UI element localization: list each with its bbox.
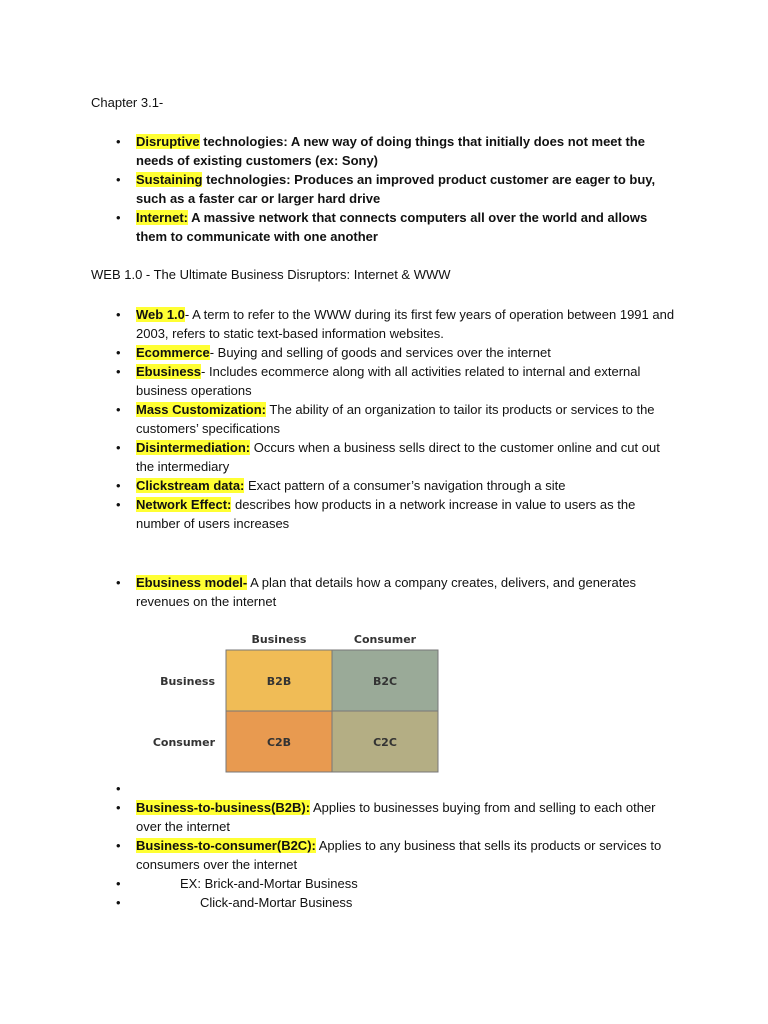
term-highlight: Ebusiness: [136, 364, 202, 379]
cell-b2c-label: B2C: [372, 675, 398, 688]
list-item: [0, 495, 676, 533]
bullet-icon: •: [116, 876, 121, 891]
definition-text: Applies to any business that sells its products or services to consumers over the internet: [136, 838, 662, 872]
bullet-icon: •: [116, 838, 121, 853]
definition-text: - Buying and selling of goods and services over the internet: [209, 345, 551, 360]
list-item: [0, 874, 676, 893]
bullet-icon: •: [116, 134, 121, 149]
bullet-icon: •: [116, 575, 121, 590]
ebusiness-model-matrix: [138, 615, 480, 785]
intro-list: [0, 132, 676, 246]
row-header-consumer: Consumer: [152, 736, 215, 749]
term-highlight: Disruptive: [136, 134, 200, 149]
bullet-icon: •: [116, 402, 121, 417]
definition-text: Occurs when a business sells direct to the customer online and cut out the intermediary: [136, 440, 660, 474]
definition-text: - Includes ecommerce along with all activities related to internal and external business operations: [136, 364, 641, 398]
definition-text: The ability of an organization to tailor its products or services to the customers’ specifications: [136, 402, 655, 436]
list-item: [0, 208, 676, 246]
term-highlight: Ecommerce: [136, 345, 210, 360]
term-highlight: Mass Customization:: [136, 402, 267, 417]
bullet-icon: •: [116, 800, 121, 815]
bullet-icon: •: [116, 781, 121, 796]
bullet-icon: •: [116, 210, 121, 225]
list-item: [0, 438, 676, 476]
definition-text: A massive network that connects computers all over the world and allows them to communicate with one another: [136, 210, 648, 244]
list-item-empty: [0, 779, 676, 798]
definition-text: A plan that details how a company creates, delivers, and generates revenues on the internet: [136, 575, 637, 609]
term-highlight: Sustaining: [136, 172, 203, 187]
bullet-icon: •: [116, 440, 121, 455]
model-list: [0, 573, 676, 611]
list-item: [0, 836, 676, 874]
matrix-figure: [138, 615, 480, 785]
bullet-icon: •: [116, 172, 121, 187]
chapter-title: Chapter 3.1-: [91, 95, 164, 110]
definition-text: technologies: Produces an improved product customer are eager to buy, such as a faster car or larger hard drive: [136, 172, 656, 206]
list-item: [0, 573, 676, 611]
bullet-icon: •: [116, 497, 121, 512]
list-item: [0, 132, 676, 170]
list-item: [0, 400, 676, 438]
bullet-icon: •: [116, 364, 121, 379]
definition-text: describes how products in a network increase in value to users as the number of users increases: [136, 497, 636, 531]
term-highlight: Network Effect:: [136, 497, 232, 512]
col-header-consumer: Consumer: [353, 633, 417, 646]
bullet-icon: •: [116, 345, 121, 360]
term-highlight: Business-to-consumer(B2C):: [136, 838, 316, 853]
term-highlight: Disintermediation:: [136, 440, 251, 455]
term-dash: -: [242, 575, 248, 590]
term-highlight: Internet:: [136, 210, 188, 225]
bullet-icon: •: [116, 478, 121, 493]
bullet-icon: •: [116, 307, 121, 322]
list-item: [0, 305, 676, 343]
term-highlight: Clickstream data:: [136, 478, 245, 493]
cell-c2b-label: C2B: [266, 736, 292, 749]
definition-text: - A term to refer to the WWW during its first few years of operation between 1991 and 2003, refers to static text-based information websites.: [136, 307, 675, 341]
list-item: [0, 798, 676, 836]
definition-text: Applies to businesses buying from and selling to each other over the internet: [136, 800, 656, 834]
cell-c2c-label: C2C: [373, 736, 397, 749]
list-item: [0, 362, 676, 400]
definition-text: technologies: A new way of doing things that initially does not meet the needs of existing customers (ex: Sony): [136, 134, 645, 168]
row-header-business: Business: [160, 675, 215, 688]
bullet-icon: •: [116, 895, 121, 910]
section-heading: WEB 1.0 - The Ultimate Business Disruptors: Internet & WWW: [91, 267, 451, 282]
list-item: [0, 343, 676, 362]
definition-text: Exact pattern of a consumer’s navigation through a site: [244, 478, 566, 493]
list-item: [0, 476, 676, 495]
web-list: [0, 305, 676, 533]
list-item: [0, 893, 676, 912]
term-highlight: Business-to-business(B2B):: [136, 800, 311, 815]
example-text: EX: Brick-and-Mortar Business: [180, 876, 358, 891]
list-item: [0, 170, 676, 208]
term-highlight: Web 1.0: [136, 307, 185, 322]
cell-b2b-label: B2B: [266, 675, 292, 688]
b2-list: [0, 779, 676, 912]
term-highlight: Ebusiness model: [136, 575, 243, 590]
col-header-business: Business: [251, 633, 307, 646]
example-text: Click-and-Mortar Business: [200, 895, 353, 910]
